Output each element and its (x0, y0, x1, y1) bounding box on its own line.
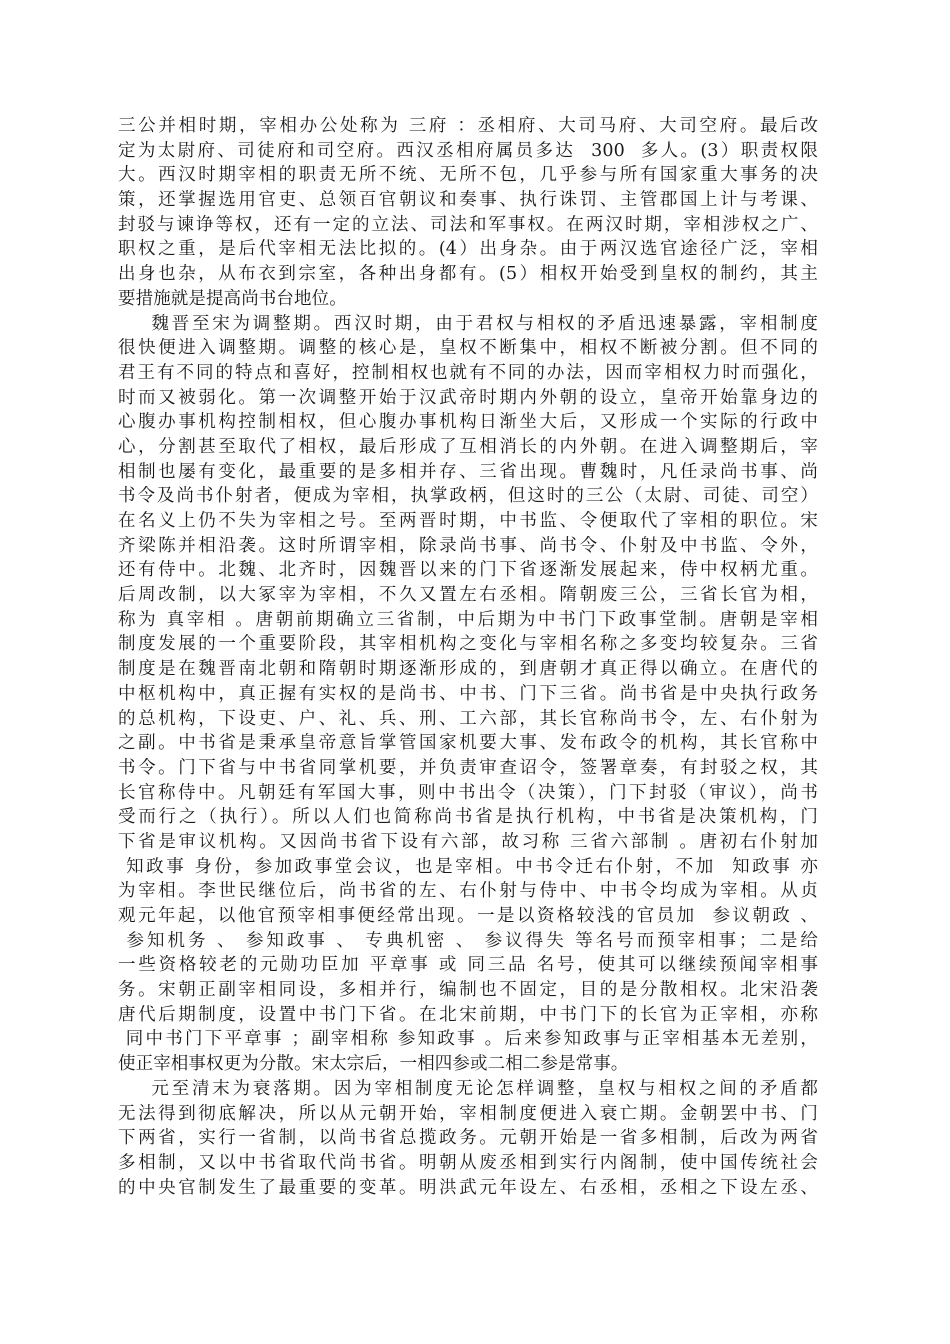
text-line: 要措施就是提高尚书台地位。 (118, 288, 347, 309)
text-line: 很快便进入调整期。调整的核心是，皇权不断集中，相权不断被分割。但不同的 (118, 338, 818, 359)
text-line: 参知机务 、 参知政事 、 专典机密 、 参议得失 等名号而预宰相事；二是给 (118, 930, 818, 951)
text-line: 务。宋朝正副宰相同设，多相并行，编制也不固定，目的是分散相权。北宋沿袭 (118, 980, 818, 1001)
text-line: 中枢机构中，真正握有实权的是尚书、中书、门下三省。尚书省是中央执行政务 (118, 683, 818, 704)
text-line: 三公并相时期，宰相办公处称为 三府 ：丞相府、大司马府、大司空府。最后改 (118, 116, 818, 136)
text-line: 受而行之（执行）。所以人们也简称尚书省是执行机构，中书省是决策机构，门 (118, 807, 818, 828)
text-line: 齐梁陈并相沿袭。这时所谓宰相，除录尚书事、尚书令、仆射及中书监、令外， (118, 535, 818, 556)
text-line: 的总机构，下设吏、户、礼、兵、刑、工六部，其长官称尚书令，左、右仆射为 (118, 708, 818, 729)
text-line: 元至清末为衰落期。因为宰相制度无论怎样调整，皇权与相权之间的矛盾都 (118, 1078, 818, 1099)
text-line: 出身也杂，从布衣到宗室，各种出身都有。(5）相权开始受到皇权的制约，其主 (118, 264, 818, 285)
text-line: 策，还掌握选用官吏、总领百官朝议和奏事、执行诛罚、主管郡国上计与考课、 (118, 190, 818, 211)
text-line: 多相制，又以中书省取代尚书省。明朝从废丞相到实行内阁制，使中国传统社会 (118, 1152, 818, 1173)
text-line: 心腹办事机构控制相权，但心腹办事机构日渐坐大后，又形成一个实际的行政中 (118, 412, 818, 433)
text-line: 使正宰相事权更为分散。宋太宗后，一相四参或二相二参是常事。 (118, 1054, 629, 1075)
text-line: 书令。门下省与中书省同掌机要，并负责审查诏令，签署章奏，有封驳之权，其 (118, 757, 818, 778)
text-line: 长官称侍中。凡朝廷有军国大事，则中书出令（决策），门下封驳（审议），尚书 (118, 782, 818, 803)
text-line: 一些资格较老的元勋功臣加 平章事 或 同三品 名号，使其可以继续预闻宰相事 (118, 955, 818, 976)
text-line: 同中书门下平章事 ；副宰相称 参知政事 。后来参知政事与正宰相基本无差别， (118, 1029, 818, 1050)
text-line: 之副。中书省是秉承皇帝意旨掌管国家机要大事、发布政令的机构，其长官称中 (118, 733, 818, 754)
text-line: 无法得到彻底解决，所以从元朝开始，宰相制度便进入衰亡期。金朝罢中书、门 (118, 1103, 818, 1124)
text-line: 书令及尚书仆射者，便成为宰相，执掌政柄，但这时的三公（太尉、司徒、司空） (118, 486, 818, 507)
text-line: 称为 真宰相 。唐朝前期确立三省制，中后期为中书门下政事堂制。唐朝是宰相 (118, 609, 818, 630)
text-line: 的中央官制发生了最重要的变革。明洪武元年设左、右丞相，丞相之下设左丞、 (118, 1177, 818, 1198)
paragraph (118, 312, 818, 1077)
text-line: 唐代后期制度，设置中书门下省。在北宋前期，中书门下的长官为正宰相，亦称 (118, 1004, 818, 1025)
text-line: 还有侍中。北魏、北齐时，因魏晋以来的门下省逐渐发展起来，侍中权柄尤重。 (118, 560, 818, 581)
text-line: 魏晋至宋为调整期。西汉时期，由于君权与相权的矛盾迅速暴露，宰相制度 (118, 313, 818, 334)
text-line: 下两省，实行一省制，以尚书省总揽政务。元朝开始是一省多相制，后改为两省 (118, 1128, 818, 1149)
paragraph (118, 1077, 818, 1200)
text-line: 在名义上仍不失为宰相之号。至两晋时期，中书监、令便取代了宰相的职位。宋 (118, 511, 818, 531)
text-line: 相制也屡有变化，最重要的是多相并存、三省出现。曹魏时，凡任录尚书事、尚 (118, 461, 818, 482)
text-line: 后周改制，以大冢宰为宰相，不久又置左右丞相。隋朝废三公，三省长官为相， (118, 585, 818, 606)
text-line: 君王有不同的特点和喜好，控制相权也就有不同的办法，因而宰相权力时而强化， (118, 362, 818, 383)
text-line: 下省是审议机构。又因尚书省下设有六部，故习称 三省六部制 。唐初右仆射加 (118, 831, 818, 852)
text-line: 封驳与谏诤等权，还有一定的立法、司法和军事权。在两汉时期，宰相涉权之广、 (118, 214, 818, 235)
text-line: 知政事 身份，参加政事堂会议，也是宰相。中书令迁右仆射，不加 知政事 亦 (118, 856, 818, 877)
text-line: 大。西汉时期宰相的职责无所不统、无所不包，几乎参与所有国家重大事务的决 (118, 165, 818, 186)
text-line: 职权之重，是后代宰相无法比拟的。(4）出身杂。由于两汉选官途径广泛，宰相 (118, 239, 818, 260)
paragraph (118, 114, 818, 312)
text-line: 时而又被弱化。第一次调整开始于汉武帝时期内外朝的设立，皇帝开始靠身边的 (118, 387, 818, 408)
text-line: 为宰相。李世民继位后，尚书省的左、右仆射与侍中、中书令均成为宰相。从贞 (118, 881, 818, 902)
text-line: 定为太尉府、司徒府和司空府。西汉丞相府属员多达 300 多人。(3）职责权限 (118, 140, 818, 161)
text-line: 制度发展的一个重要阶段，其宰相机构之变化与宰相名称之多变均较复杂。三省 (118, 634, 818, 655)
document-body-text (118, 114, 818, 1200)
text-line: 心，分割甚至取代了相权，最后形成了互相消长的内外朝。在进入调整期后，宰 (118, 436, 818, 457)
text-line: 制度是在魏晋南北朝和隋朝时期逐渐形成的，到唐朝才真正得以确立。在唐代的 (118, 659, 818, 680)
text-line: 观元年起，以他官预宰相事便经常出现。一是以资格较浅的官员加 参议朝政 、 (118, 906, 818, 926)
